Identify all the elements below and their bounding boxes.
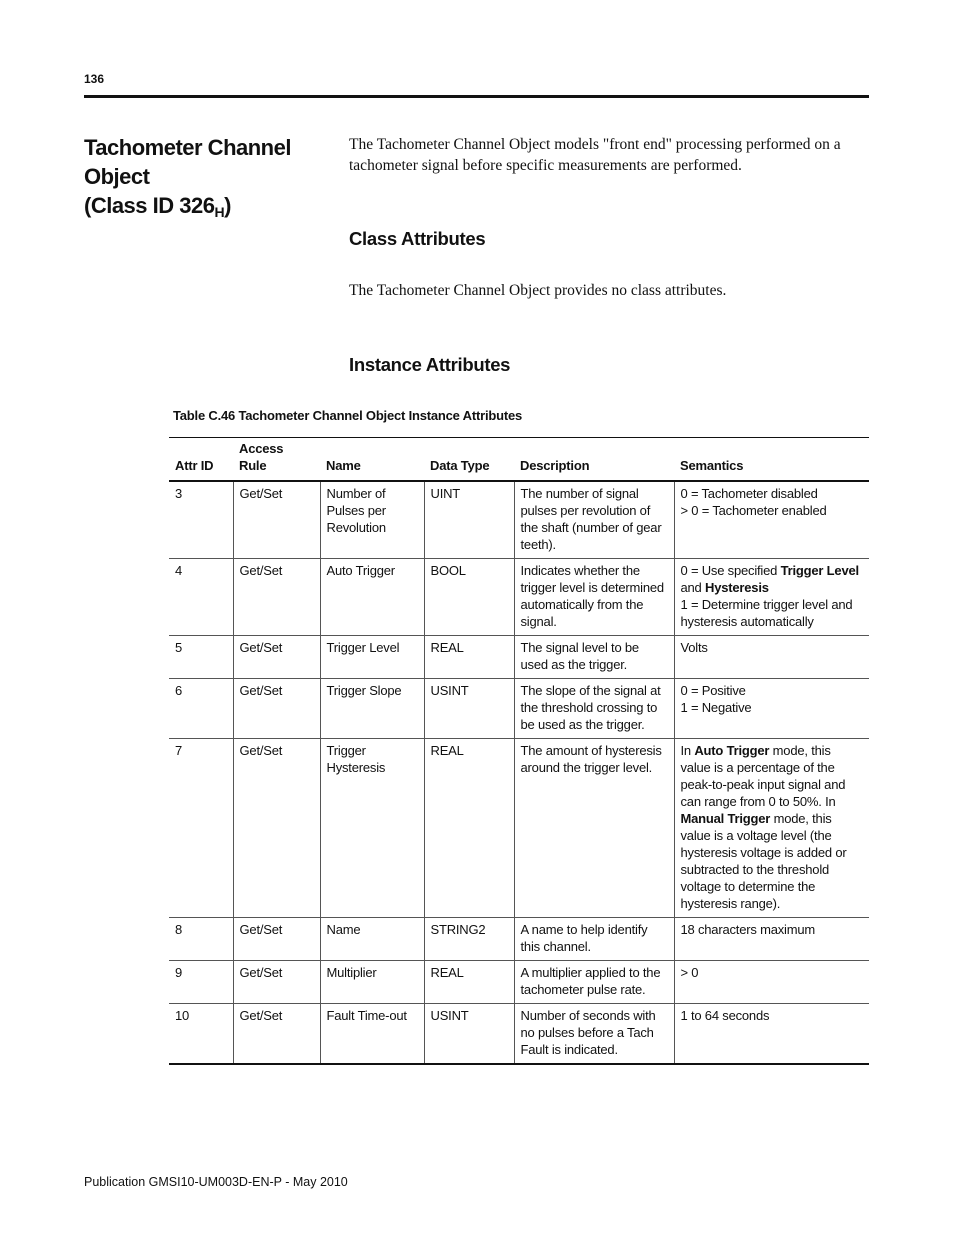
semantics-line	[681, 562, 865, 596]
cell-semantics	[674, 918, 869, 961]
table-header-row	[169, 438, 869, 482]
table-row	[169, 918, 869, 961]
cell-attr-id: 8	[169, 918, 233, 961]
cell-semantics	[674, 481, 869, 559]
cell-attr-id: 6	[169, 679, 233, 739]
cell-name: Name	[320, 918, 424, 961]
footer-publication: Publication GMSI10-UM003D-EN-P - May 2010	[84, 1175, 348, 1189]
header-access-rule	[233, 438, 320, 482]
cell-name: Fault Time-out	[320, 1004, 424, 1065]
cell-name: Auto Trigger	[320, 559, 424, 636]
cell-semantics	[674, 1004, 869, 1065]
header-name: Name	[320, 438, 424, 482]
semantics-bold-text: Hysteresis	[705, 580, 769, 595]
cell-name: Trigger Slope	[320, 679, 424, 739]
semantics-bold-text: Trigger Level	[780, 563, 859, 578]
cell-semantics	[674, 961, 869, 1004]
cell-semantics	[674, 636, 869, 679]
cell-name: Trigger Level	[320, 636, 424, 679]
semantics-line	[681, 682, 865, 699]
cell-data-type: USINT	[424, 1004, 514, 1065]
cell-access-rule: Get/Set	[233, 559, 320, 636]
cell-data-type: UINT	[424, 481, 514, 559]
table-row	[169, 1004, 869, 1065]
class-attributes-text: The Tachometer Channel Object provides no class attributes.	[349, 282, 727, 299]
semantics-line	[681, 639, 865, 656]
semantics-line	[681, 699, 865, 716]
cell-access-rule: Get/Set	[233, 636, 320, 679]
header-data-type: Data Type	[424, 438, 514, 482]
semantics-bold-text: Auto Trigger	[694, 743, 770, 758]
cell-access-rule: Get/Set	[233, 481, 320, 559]
semantics-text: mode, this value is a percentage of the peak-to-peak input signal and can range from 0 to 50%. In	[680, 743, 846, 809]
cell-data-type: STRING2	[424, 918, 514, 961]
section-title-line2-prefix: (Class ID 326	[84, 193, 215, 218]
table-row	[169, 961, 869, 1004]
cell-description: The amount of hysteresis around the trigger level.	[514, 739, 674, 918]
cell-name: Number of Pulses per Revolution	[320, 481, 424, 559]
cell-description: A name to help identify this channel.	[514, 918, 674, 961]
cell-attr-id: 5	[169, 636, 233, 679]
semantics-text: Volts	[680, 640, 708, 655]
cell-name: Multiplier	[320, 961, 424, 1004]
cell-attr-id: 10	[169, 1004, 233, 1065]
semantics-line	[681, 485, 865, 502]
semantics-line	[681, 1007, 865, 1024]
cell-attr-id: 7	[169, 739, 233, 918]
cell-access-rule: Get/Set	[233, 1004, 320, 1065]
cell-description: The signal level to be used as the trigger.	[514, 636, 674, 679]
cell-data-type: USINT	[424, 679, 514, 739]
semantics-text: 1 = Negative	[680, 700, 752, 715]
instance-attributes-heading: Instance Attributes	[349, 354, 511, 375]
header-semantics: Semantics	[674, 438, 869, 482]
page-number: 136	[84, 72, 105, 86]
semantics-bold-text: Manual Trigger	[680, 811, 771, 826]
cell-semantics	[674, 559, 869, 636]
cell-description: A multiplier applied to the tachometer pulse rate.	[514, 961, 674, 1004]
table-row	[169, 481, 869, 559]
table-row	[169, 559, 869, 636]
semantics-line	[681, 596, 865, 630]
header-description: Description	[514, 438, 674, 482]
semantics-line	[681, 964, 865, 981]
class-attributes-heading: Class Attributes	[349, 228, 486, 249]
semantics-text: mode, this value is a voltage level (the hysteresis voltage is added or subtracted to the threshold voltage to determine the hysteresis range).	[680, 811, 847, 911]
cell-attr-id: 3	[169, 481, 233, 559]
section-title-line2-suffix: )	[224, 193, 231, 218]
cell-semantics	[674, 679, 869, 739]
cell-data-type: REAL	[424, 739, 514, 918]
cell-attr-id: 9	[169, 961, 233, 1004]
cell-description: The number of signal pulses per revolution of the shaft (number of gear teeth).	[514, 481, 674, 559]
cell-access-rule: Get/Set	[233, 961, 320, 1004]
header-attr-id: Attr ID	[169, 438, 233, 482]
cell-description: Indicates whether the trigger level is determined automatically from the signal.	[514, 559, 674, 636]
cell-data-type: REAL	[424, 961, 514, 1004]
header-rule	[84, 95, 869, 98]
instance-attributes-table	[169, 437, 869, 1065]
semantics-line	[681, 921, 865, 938]
cell-name: Trigger Hysteresis	[320, 739, 424, 918]
semantics-text: > 0 = Tachometer enabled	[680, 503, 827, 518]
semantics-text: 18 characters maximum	[680, 922, 816, 937]
semantics-text: 0 = Tachometer disabled	[680, 486, 818, 501]
semantics-text: 1 to 64 seconds	[680, 1008, 770, 1023]
cell-access-rule: Get/Set	[233, 739, 320, 918]
section-title-subscript: H	[214, 204, 225, 220]
semantics-text: 1 = Determine trigger level and hysteresis automatically	[680, 597, 853, 629]
semantics-text: In	[680, 743, 695, 758]
section-title-line1: Tachometer Channel Object	[84, 135, 291, 189]
cell-access-rule: Get/Set	[233, 918, 320, 961]
semantics-text: 0 = Use specified	[680, 563, 781, 578]
cell-semantics	[674, 739, 869, 918]
cell-attr-id: 4	[169, 559, 233, 636]
cell-description: The slope of the signal at the threshold crossing to be used as the trigger.	[514, 679, 674, 739]
header-access-rule-text: Access Rule	[239, 441, 284, 473]
table-row	[169, 636, 869, 679]
intro-paragraph: The Tachometer Channel Object models "front end" processing performed on a tachometer signal before specific measurements are performed.	[349, 136, 841, 174]
cell-access-rule: Get/Set	[233, 679, 320, 739]
semantics-line	[681, 742, 865, 912]
cell-description: Number of seconds with no pulses before a Tach Fault is indicated.	[514, 1004, 674, 1065]
semantics-text: > 0	[680, 965, 699, 980]
table-caption: Table C.46 Tachometer Channel Object Instance Attributes	[173, 408, 523, 423]
semantics-text: and	[680, 580, 706, 595]
semantics-line	[681, 502, 865, 519]
semantics-text: 0 = Positive	[680, 683, 746, 698]
section-title	[84, 133, 344, 227]
cell-data-type: BOOL	[424, 559, 514, 636]
cell-data-type: REAL	[424, 636, 514, 679]
table-row	[169, 739, 869, 918]
table-row	[169, 679, 869, 739]
